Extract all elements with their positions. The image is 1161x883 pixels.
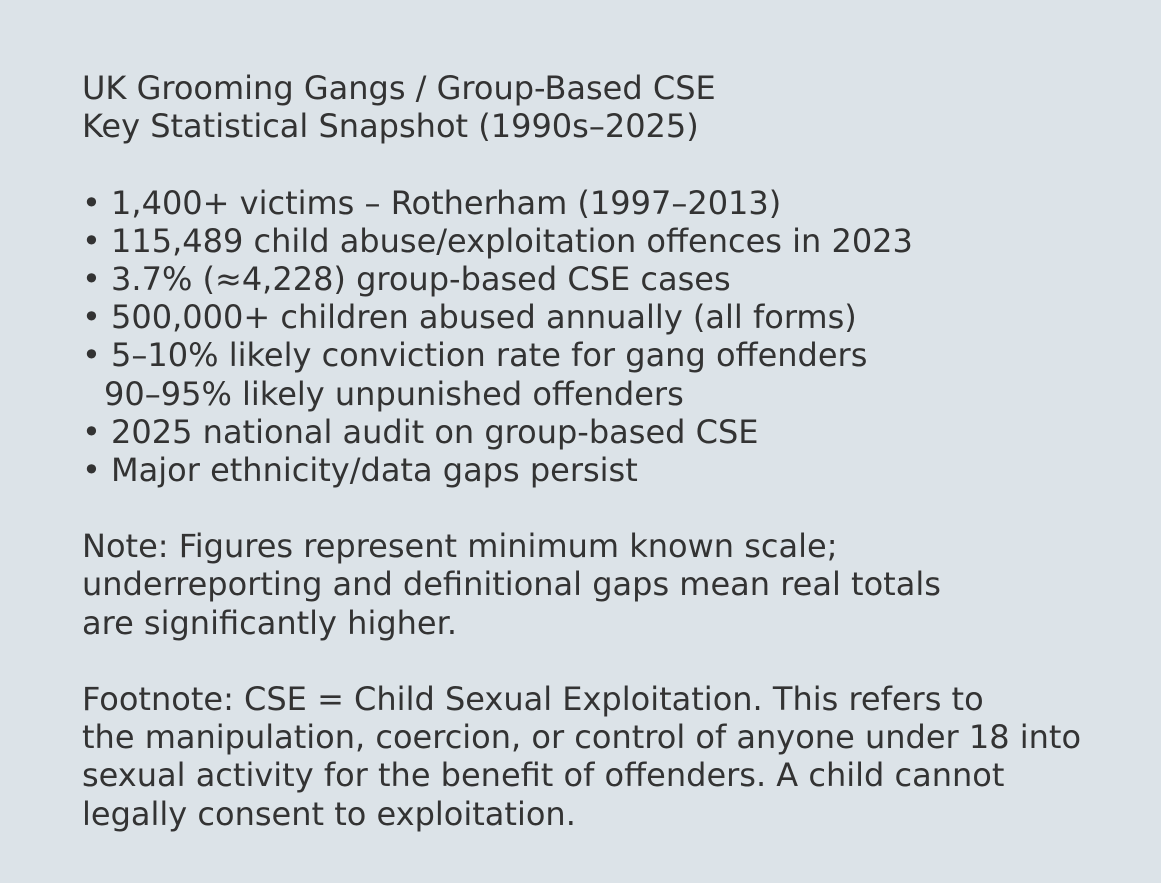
bullet-item: • 1,400+ victims – Rotherham (1997–2013)	[82, 183, 782, 222]
spacer	[82, 489, 1081, 527]
bullet-item: • 500,000+ children abused annually (all forms)	[82, 298, 857, 337]
footnote-line: sexual activity for the benefit of offenders. A child cannot	[82, 756, 1005, 795]
title-line-2: Key Statistical Snapshot (1990s–2025)	[82, 107, 699, 146]
title-line-1: UK Grooming Gangs / Group-Based CSE	[82, 69, 716, 107]
bullet-continuation: 90–95% likely unpunished offenders	[104, 374, 684, 413]
bullet-item: • 5–10% likely conviction rate for gang offenders	[82, 336, 868, 375]
footnote-line: Footnote: CSE = Child Sexual Exploitation. This refers to	[82, 680, 984, 718]
bullet-item: • Major ethnicity/data gaps persist	[82, 450, 638, 489]
note-line: are significantly higher.	[82, 603, 457, 642]
footnote-line: legally consent to exploitation.	[82, 794, 576, 833]
document-content	[82, 69, 1081, 833]
spacer	[82, 642, 1081, 680]
bullet-item: • 2025 national audit on group-based CSE	[82, 412, 759, 451]
footnote-line: the manipulation, coercion, or control of anyone under 18 into	[82, 718, 1082, 757]
note-line: Note: Figures represent minimum known scale;	[82, 527, 838, 566]
bullet-item: • 3.7% (≈4,228) group-based CSE cases	[82, 259, 731, 298]
note-line: underreporting and definitional gaps mean real totals	[82, 565, 941, 604]
spacer	[82, 145, 1081, 183]
bullet-item: • 115,489 child abuse/exploitation offences in 2023	[82, 221, 913, 260]
